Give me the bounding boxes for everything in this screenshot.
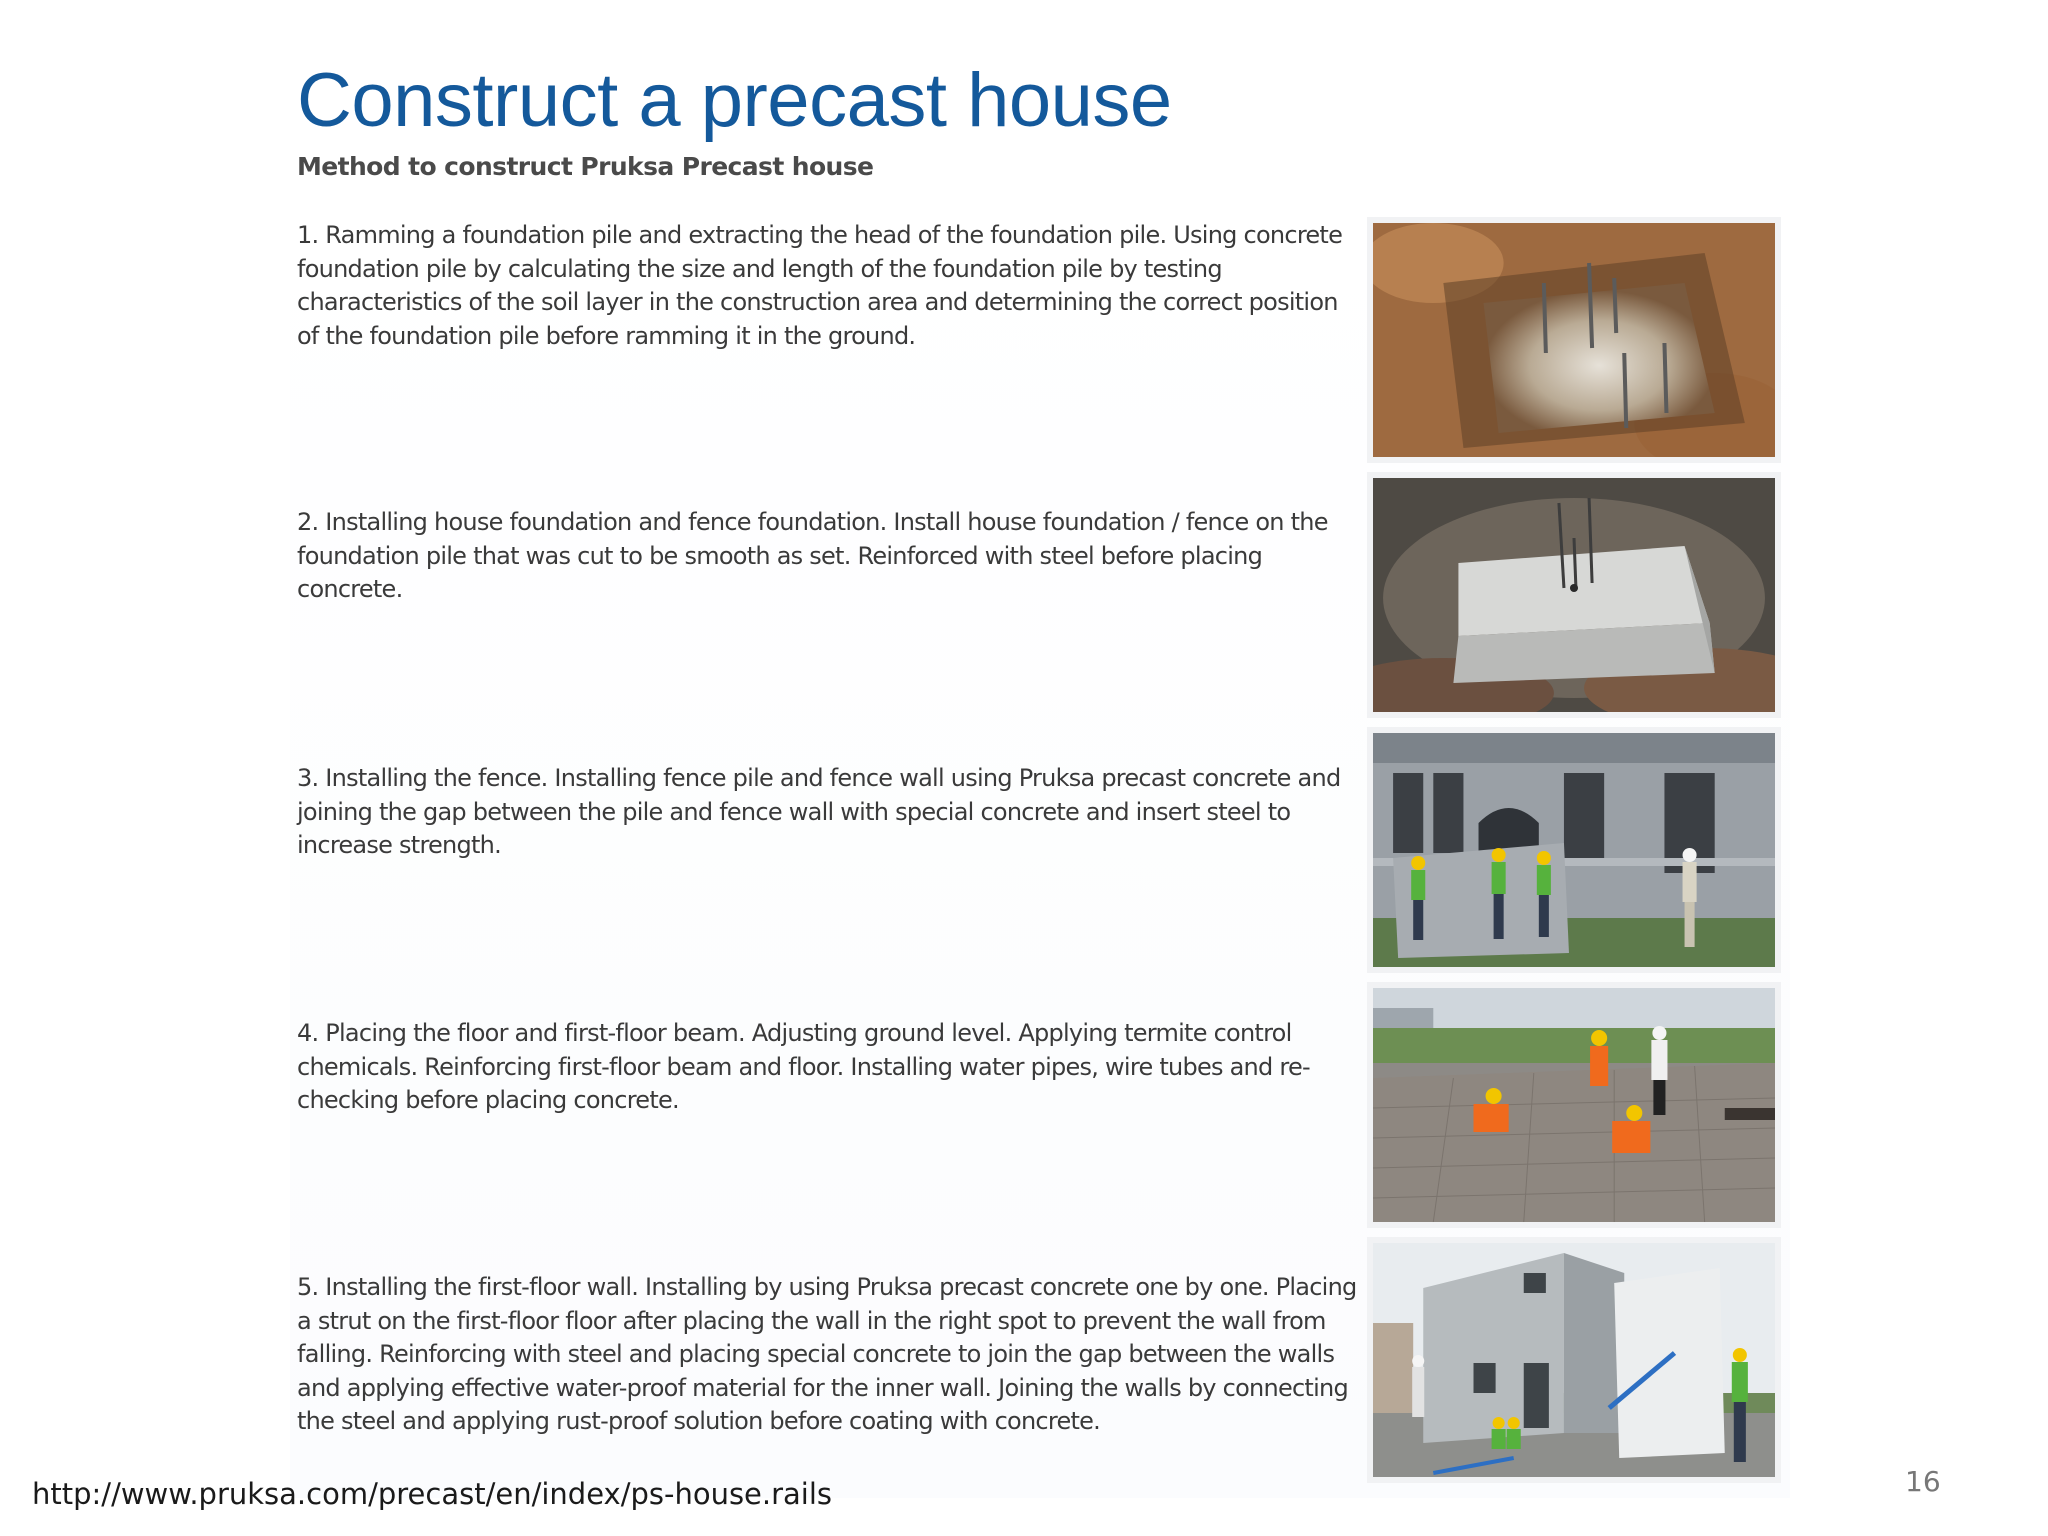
page-number: 16 — [1905, 1465, 1941, 1498]
step-1-text: 1. Ramming a foundation pile and extracting the head of the foundation pile. Using concrete foundation pile by calculating the size and length of the foundation pile by testing characteristics of the soil layer in the construction area and determining the correct position of the foundation pile before ramming it in the ground. — [297, 221, 1343, 350]
floor-beam-workers-photo-icon — [1373, 988, 1775, 1222]
step-1-photo-frame — [1367, 217, 1781, 463]
step-5-photo-frame — [1367, 1237, 1781, 1483]
source-url: http://www.pruksa.com/precast/en/index/ps-house.rails — [32, 1477, 833, 1511]
concrete-foundation-block-photo-icon — [1373, 478, 1775, 712]
step-5-text: 5. Installing the first-floor wall. Installing by using Pruksa precast concrete one by one. Placing a strut on the first-floor floor after placing the wall in the right spot to prevent the wall from falling. Reinforcing with steel and placing special concrete to join the gap between the walls and applying effective water-proof material for the inner wall. Joining the walls by connecting the steel and applying rust-proof solution before coating with concrete. — [297, 1273, 1357, 1435]
step-3-text: 3. Installing the fence. Installing fence pile and fence wall using Pruksa precast concrete and joining the gap between the pile and fence wall with special concrete and insert steel to increase strength. — [297, 764, 1341, 859]
step-4-text: 4. Placing the floor and first-floor beam. Adjusting ground level. Applying termite control chemicals. Reinforcing first-floor beam and floor. Installing water pipes, wire tubes and re-checking before placing concrete. — [297, 1019, 1310, 1114]
foundation-pile-pit-photo-icon — [1373, 223, 1775, 457]
step-3-photo-frame — [1367, 727, 1781, 973]
step-4-photo-frame — [1367, 982, 1781, 1228]
step-2-text: 2. Installing house foundation and fence foundation. Install house foundation / fence on the foundation pile that was cut to be smooth as set. Reinforced with steel before placing concrete. — [297, 508, 1328, 603]
slide-title: Construct a precast house — [297, 58, 1172, 143]
fence-installation-photo-icon — [1373, 733, 1775, 967]
precast-wall-installation-photo-icon — [1373, 1243, 1775, 1477]
step-2-photo-frame — [1367, 472, 1781, 718]
slide-subtitle: Method to construct Pruksa Precast house — [297, 152, 874, 181]
